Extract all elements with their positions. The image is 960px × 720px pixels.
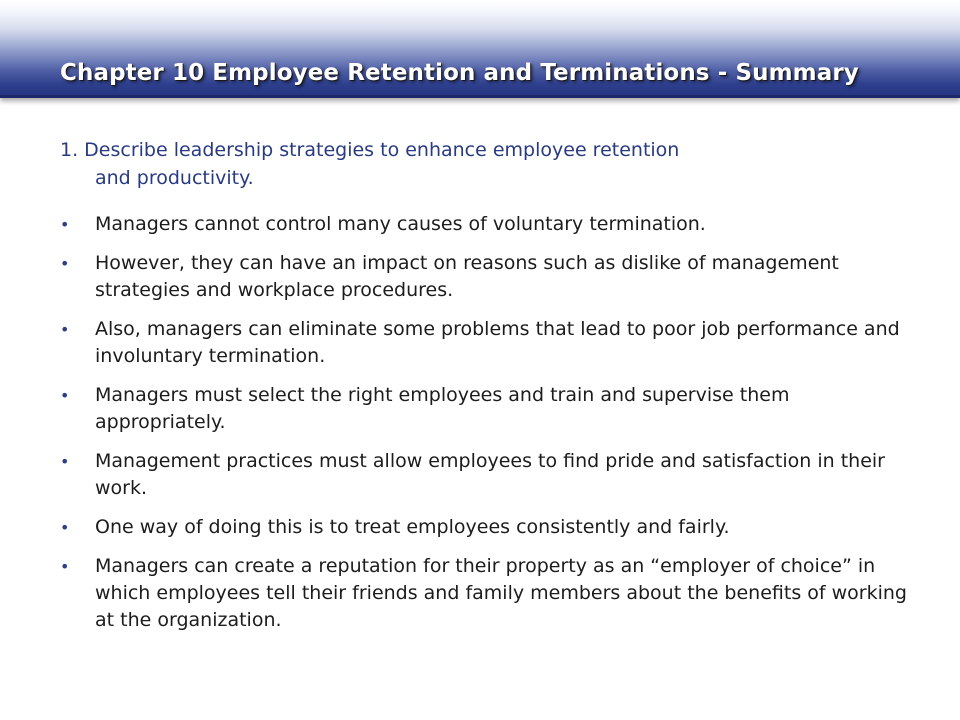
bullet-text: Also, managers can eliminate some problems that lead to poor job performance and involuntary termination.: [95, 318, 900, 367]
bullet-icon: •: [60, 557, 70, 576]
bullet-icon: •: [60, 320, 70, 339]
title-bar: [0, 0, 960, 98]
bullet-list: [60, 211, 920, 646]
bullet-icon: •: [60, 386, 70, 405]
bullet-text: One way of doing this is to treat employees consistently and fairly.: [95, 516, 730, 538]
learning-objective: [60, 136, 890, 192]
bullet-item: [60, 316, 920, 370]
bullet-icon: •: [60, 518, 70, 537]
bullet-icon: •: [60, 452, 70, 471]
bullet-text: Managers must select the right employees and train and supervise them appropriately.: [95, 384, 790, 433]
objective-line-2: and productivity.: [95, 167, 254, 189]
objective-line-1: 1. Describe leadership strategies to enhance employee retention: [60, 139, 680, 161]
bullet-icon: •: [60, 215, 70, 234]
bullet-item: [60, 211, 920, 238]
bullet-text: However, they can have an impact on reasons such as dislike of management strategies and workplace procedures.: [95, 252, 839, 301]
bullet-item: [60, 553, 920, 634]
bullet-icon: •: [60, 254, 70, 273]
bullet-text: Managers cannot control many causes of voluntary termination.: [95, 213, 706, 235]
bullet-item: [60, 250, 920, 304]
bullet-text: Managers can create a reputation for their property as an “employer of choice” in which employees tell their friends and family members about the benefits of working at the organization.: [95, 555, 907, 631]
bullet-item: [60, 448, 920, 502]
bullet-item: [60, 514, 920, 541]
bullet-item: [60, 382, 920, 436]
bullet-text: Management practices must allow employees to find pride and satisfaction in their work.: [95, 450, 885, 499]
slide-title: Chapter 10 Employee Retention and Terminations - Summary: [60, 60, 859, 86]
